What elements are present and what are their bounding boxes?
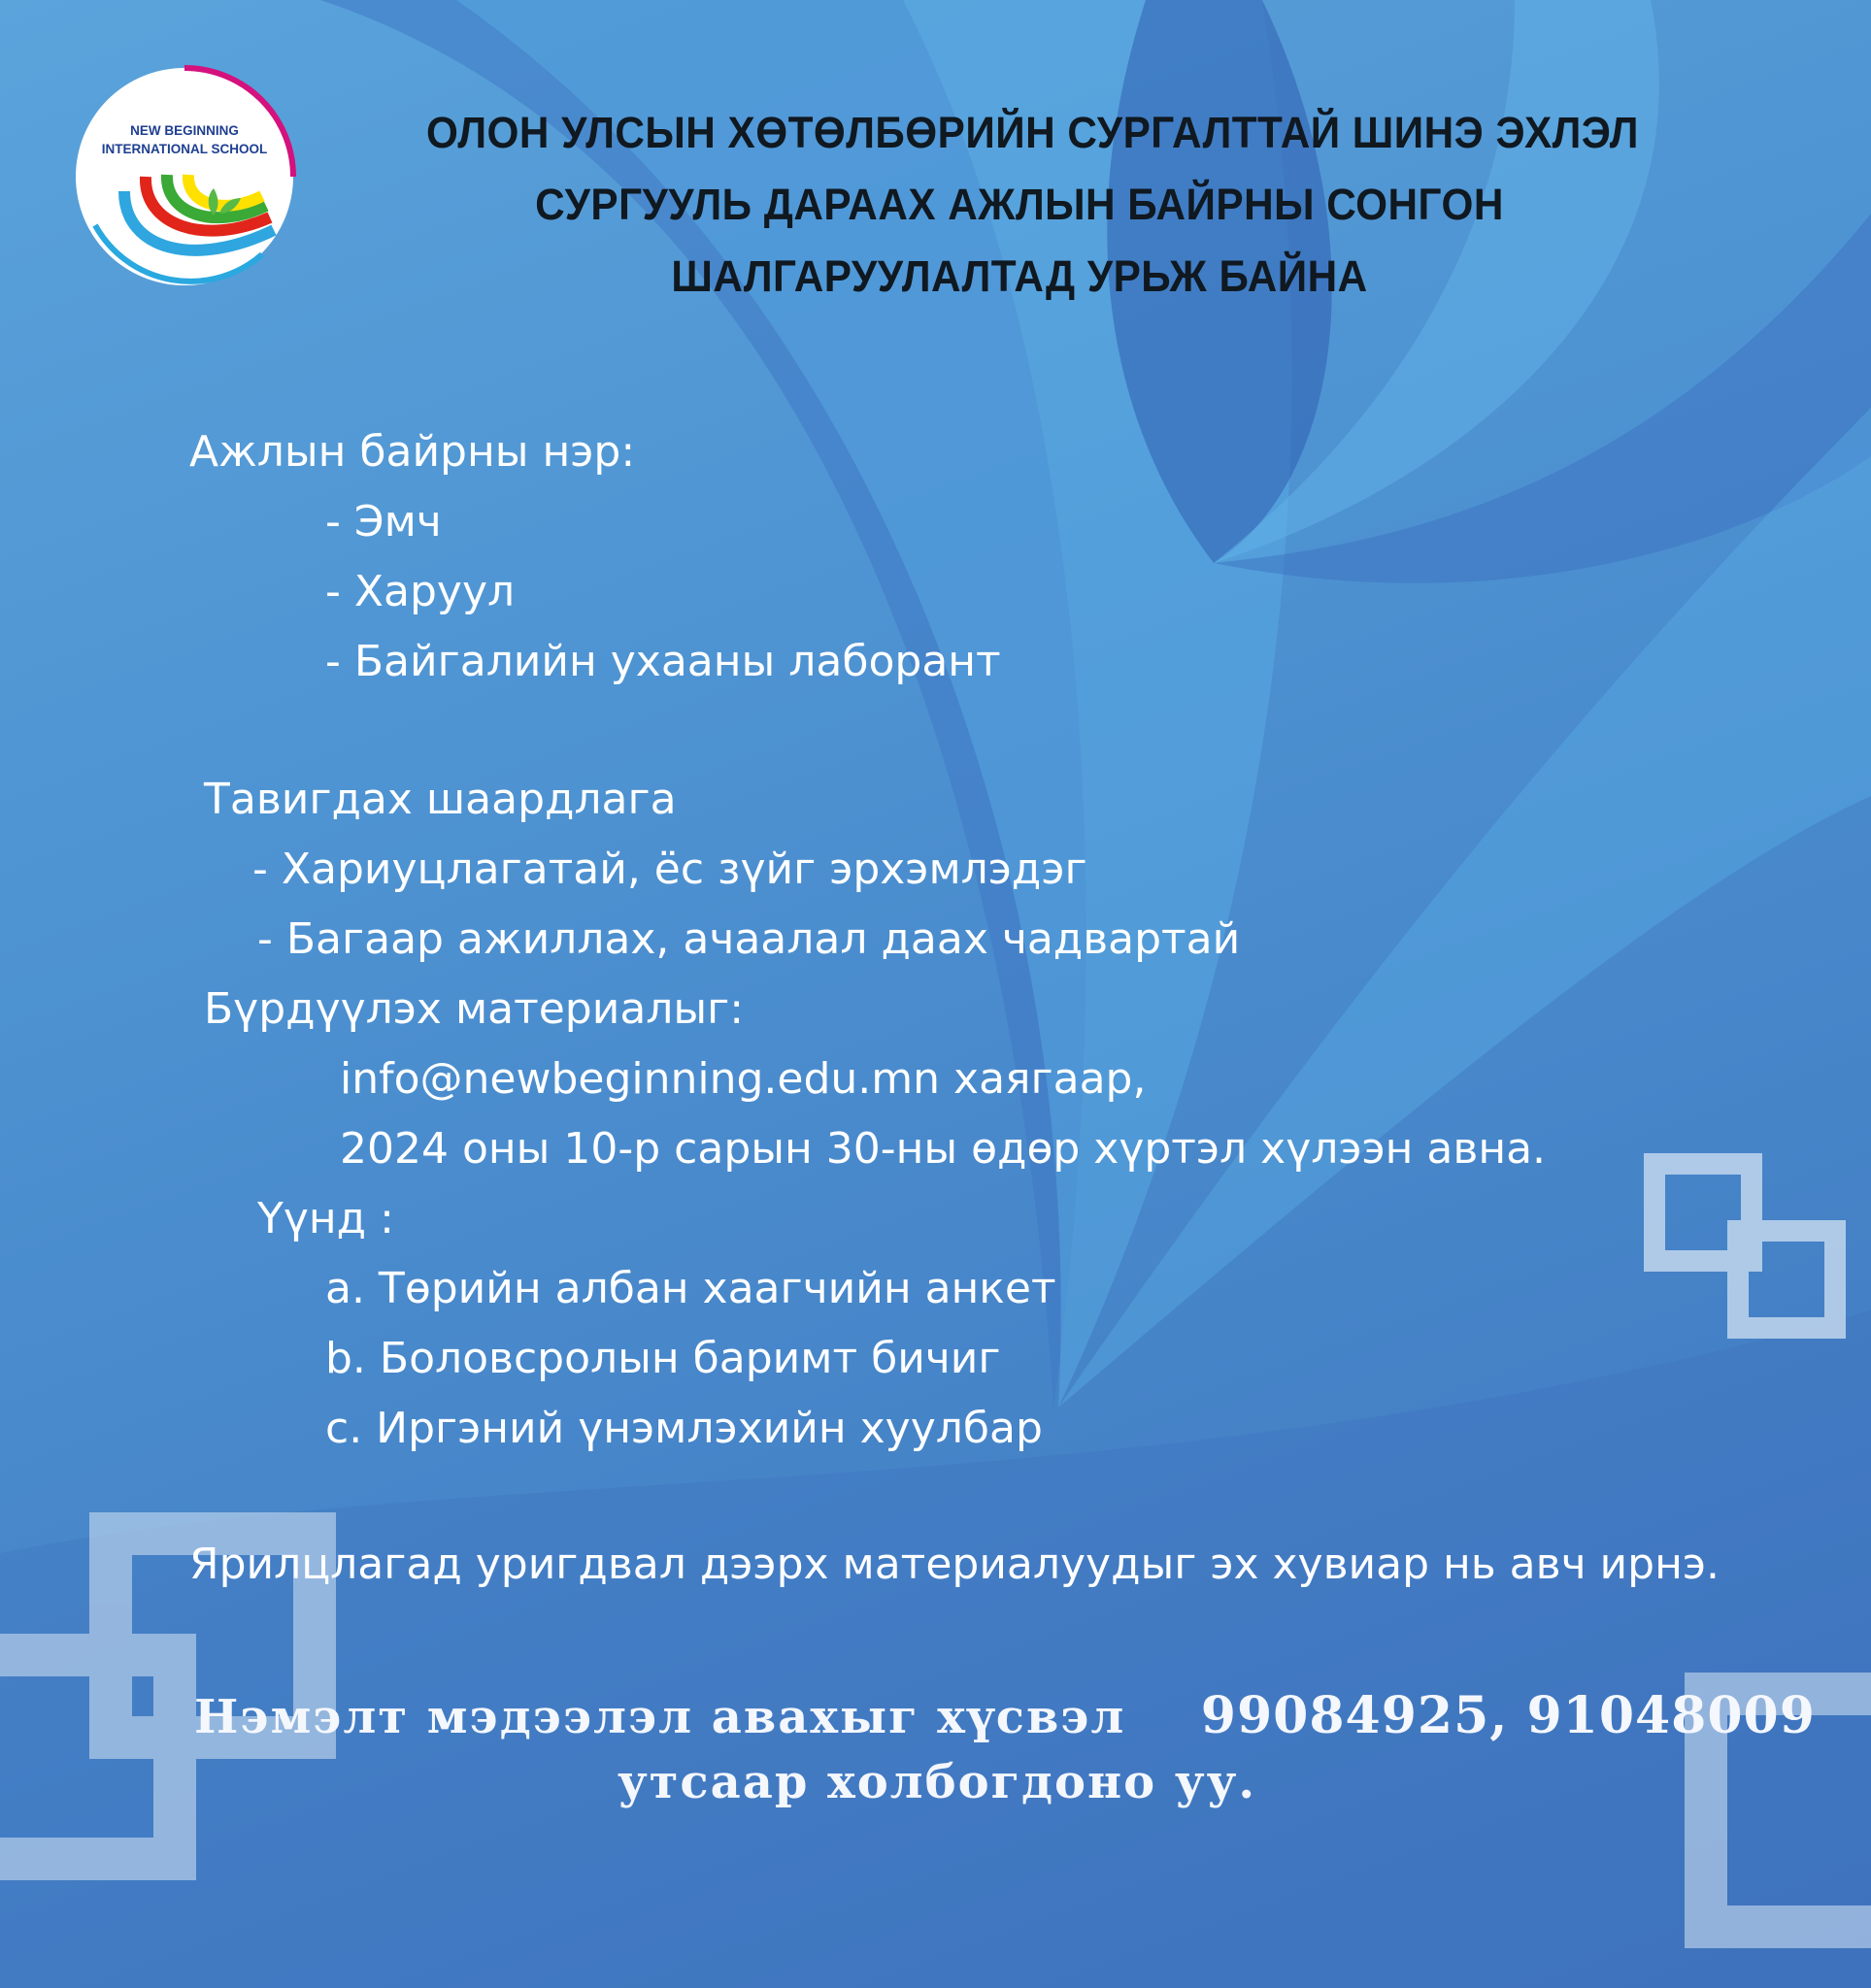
logo-name-line-2: INTERNATIONAL SCHOOL <box>101 142 268 156</box>
heading-line-2: СУРГУУЛЬ ДАРААХ АЖЛЫН БАЙРНЫ СОНГОН <box>535 180 1504 229</box>
interview-note: Ярилцлагад уригдвал дээрх материалуудыг эх хувиар нь авч ирнэ. <box>189 1540 1720 1589</box>
school-logo <box>68 60 301 293</box>
heading-line-3: ШАЛГАРУУЛАЛТАД УРЬЖ БАЙНА <box>671 251 1368 301</box>
material-item: b. Боловсролын баримт бичиг <box>325 1334 1001 1383</box>
contact-line-1 <box>194 1686 1816 1745</box>
school-logo-text <box>68 121 301 158</box>
materials-label: Бүрдүүлэх материалыг: <box>204 984 745 1034</box>
requirement-item: - Хариуцлагатай, ёс зүйг эрхэмлэдэг <box>252 845 1087 894</box>
decorative-squares-right <box>1654 1164 1835 1328</box>
material-item: c. Иргэний үнэмлэхийн хуулбар <box>325 1404 1043 1453</box>
position-item: - Харуул <box>325 567 516 616</box>
contact-text: Нэмэлт мэдээлэл авахыг хүсвэл <box>194 1690 1126 1744</box>
materials-includes-label: Үүнд : <box>257 1194 394 1243</box>
requirement-item: - Багаар ажиллах, ачаалал даах чадвартай <box>257 914 1241 964</box>
announcement-heading <box>426 97 1639 313</box>
contact-line-2: утсаар холбогдоно уу. <box>617 1755 1257 1809</box>
materials-deadline-line: 2024 оны 10-р сарын 30-ны өдөр хүртэл хүлээн авна. <box>340 1124 1547 1174</box>
requirements-label: Тавигдах шаардлага <box>204 775 677 824</box>
heading-line-1: ОЛОН УЛСЫН ХӨТӨЛБӨРИЙН СУРГАЛТТАЙ ШИНЭ ЭХЛЭЛ <box>426 108 1639 157</box>
position-item: - Эмч <box>325 497 442 547</box>
materials-email-line: info@newbeginning.edu.mn хаягаар, <box>340 1054 1147 1104</box>
position-item: - Байгалийн ухааны лаборант <box>325 637 1001 686</box>
positions-label: Ажлын байрны нэр: <box>189 427 636 477</box>
logo-name-line-1: NEW BEGINNING <box>130 123 239 138</box>
material-item: a. Төрийн албан хаагчийн анкет <box>325 1264 1056 1313</box>
contact-phone-numbers: 99084925, 91048009 <box>1200 1686 1816 1745</box>
